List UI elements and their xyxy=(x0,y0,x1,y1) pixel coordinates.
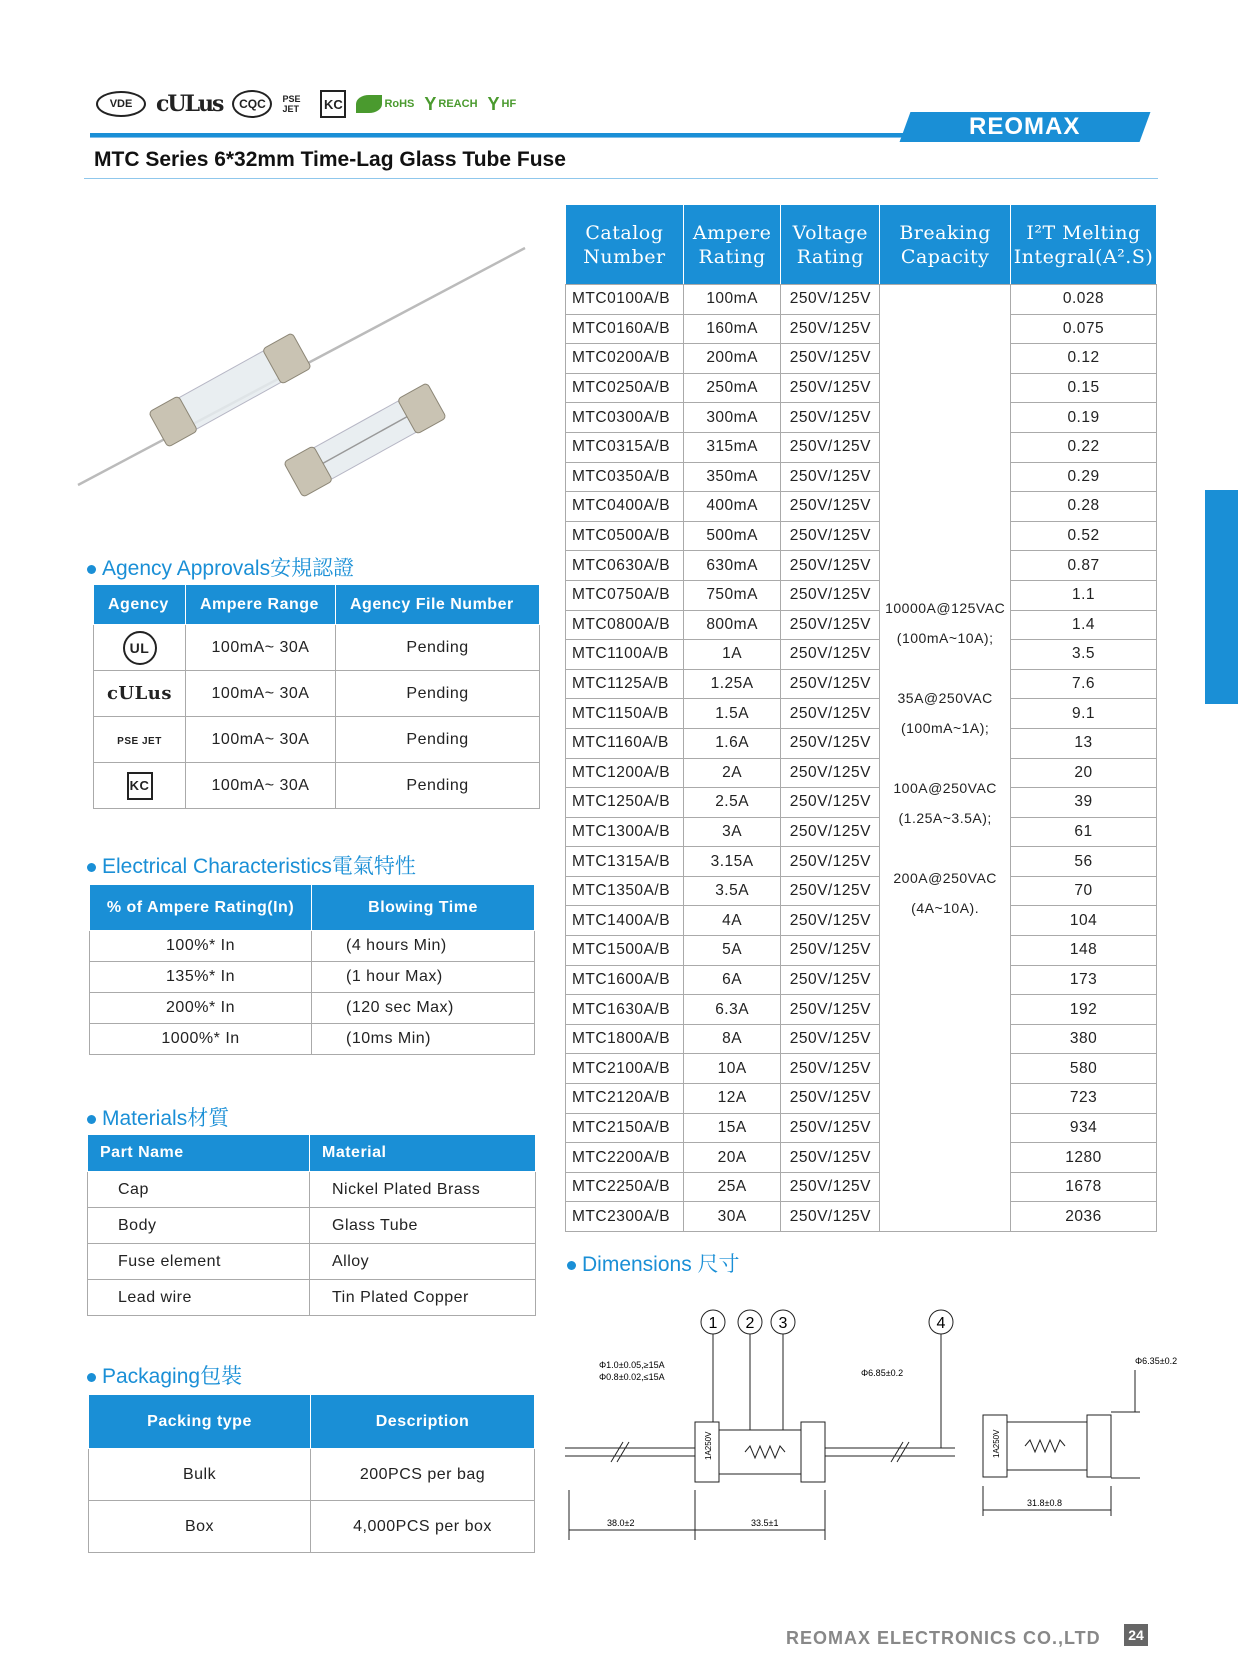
ampere-rating: 800mA xyxy=(683,610,781,640)
table-row xyxy=(88,1172,536,1208)
ampere-rating: 6.3A xyxy=(683,995,781,1025)
part-name: Fuse element xyxy=(88,1244,310,1280)
breaking-capacity-line: 100A@250VAC xyxy=(893,780,997,796)
table-row xyxy=(90,1024,535,1055)
table-row xyxy=(566,314,1157,344)
ampere-rating: 2.5A xyxy=(683,788,781,818)
packaging-header-description: Description xyxy=(311,1395,535,1449)
voltage-rating: 250V/125V xyxy=(781,373,880,403)
packing-type: Box xyxy=(89,1501,311,1553)
certification-logos xyxy=(96,84,516,124)
table-row xyxy=(566,403,1157,433)
table-row xyxy=(566,965,1157,995)
table-row xyxy=(88,1208,536,1244)
voltage-rating: 250V/125V xyxy=(781,492,880,522)
catalog-number: MTC0630A/B xyxy=(566,551,684,581)
material: Tin Plated Copper xyxy=(310,1280,536,1316)
melting-integral: 0.19 xyxy=(1011,403,1157,433)
melting-integral: 192 xyxy=(1011,995,1157,1025)
table-row xyxy=(566,521,1157,551)
table-row xyxy=(566,580,1157,610)
table-row xyxy=(566,699,1157,729)
voltage-rating: 250V/125V xyxy=(781,1084,880,1114)
agency-file: Pending xyxy=(336,763,540,809)
melting-integral: 1280 xyxy=(1011,1143,1157,1173)
table-row xyxy=(566,995,1157,1025)
catalog-number: MTC1150A/B xyxy=(566,699,684,729)
voltage-rating: 250V/125V xyxy=(781,432,880,462)
catalog-number: MTC2300A/B xyxy=(566,1202,684,1232)
melting-integral: 148 xyxy=(1011,936,1157,966)
voltage-rating: 250V/125V xyxy=(781,788,880,818)
ampere-rating: 350mA xyxy=(683,462,781,492)
agency-file: Pending xyxy=(336,625,540,671)
fuse-marking: 1A250V xyxy=(704,1431,713,1460)
table-row xyxy=(566,373,1157,403)
agency-file: Pending xyxy=(336,717,540,763)
table-row xyxy=(89,1501,535,1553)
table-row xyxy=(566,1024,1157,1054)
melting-integral: 0.075 xyxy=(1011,314,1157,344)
voltage-rating: 250V/125V xyxy=(781,1113,880,1143)
ampere-rating: 300mA xyxy=(683,403,781,433)
ampere-rating: 15A xyxy=(683,1113,781,1143)
cartridge-right-cap xyxy=(1087,1415,1111,1477)
catalog-number: MTC1100A/B xyxy=(566,640,684,670)
voltage-rating: 250V/125V xyxy=(781,640,880,670)
electrical-header-rating: % of Ampere Rating(In) xyxy=(90,885,312,931)
catalog-number: MTC1300A/B xyxy=(566,817,684,847)
packing-description: 4,000PCS per box xyxy=(311,1501,535,1553)
breaking-capacity xyxy=(880,285,1011,1232)
table-row xyxy=(566,462,1157,492)
melting-integral: 0.22 xyxy=(1011,432,1157,462)
catalog-number: MTC0800A/B xyxy=(566,610,684,640)
catalog-number: MTC1160A/B xyxy=(566,728,684,758)
breaking-capacity-line: 35A@250VAC xyxy=(897,690,993,706)
breaking-capacity-line xyxy=(880,833,1010,863)
ampere-percent: 1000%* In xyxy=(90,1024,312,1055)
melting-integral: 13 xyxy=(1011,728,1157,758)
catalog-number: MTC1315A/B xyxy=(566,847,684,877)
ampere-rating: 3.15A xyxy=(683,847,781,877)
table-row xyxy=(566,1054,1157,1084)
agency-range: 100mA~ 30A xyxy=(186,717,336,763)
callout-4 xyxy=(929,1310,953,1448)
melting-integral: 934 xyxy=(1011,1113,1157,1143)
voltage-rating: 250V/125V xyxy=(781,1172,880,1202)
melting-integral: 70 xyxy=(1011,876,1157,906)
voltage-rating: 250V/125V xyxy=(781,462,880,492)
ampere-rating: 8A xyxy=(683,1024,781,1054)
table-row xyxy=(94,717,540,763)
agency-file: Pending xyxy=(336,671,540,717)
pse-jet-icon: PSE JET xyxy=(94,717,186,763)
catalog-number: MTC1600A/B xyxy=(566,965,684,995)
reach-icon: Y REACH xyxy=(424,93,478,114)
melting-integral: 0.29 xyxy=(1011,462,1157,492)
catalog-number: MTC0350A/B xyxy=(566,462,684,492)
breaking-capacity-line: (100mA~10A); xyxy=(896,630,994,646)
fuse-length-label: 31.8±0.8 xyxy=(1027,1498,1062,1508)
catalog-number: MTC0160A/B xyxy=(566,314,684,344)
table-row xyxy=(566,344,1157,374)
table-row xyxy=(566,1172,1157,1202)
col-catalog-number: Catalog Number xyxy=(566,205,684,285)
voltage-rating: 250V/125V xyxy=(781,344,880,374)
material: Alloy xyxy=(310,1244,536,1280)
table-row xyxy=(566,788,1157,818)
col-ampere-rating: Ampere Rating xyxy=(683,205,781,285)
cartridge-fuse xyxy=(284,383,447,497)
kc-icon: KC xyxy=(94,763,186,809)
breaking-capacity-line xyxy=(880,743,1010,773)
packing-type: Bulk xyxy=(89,1449,311,1501)
voltage-rating: 250V/125V xyxy=(781,610,880,640)
table-row xyxy=(94,671,540,717)
fuse-product-image xyxy=(70,240,530,500)
table-row xyxy=(566,610,1157,640)
breaking-capacity-line: (1.25A~3.5A); xyxy=(898,810,992,826)
voltage-rating: 250V/125V xyxy=(781,669,880,699)
melting-integral: 0.15 xyxy=(1011,373,1157,403)
table-row xyxy=(566,1113,1157,1143)
cap-diameter-label: Φ6.35±0.2 xyxy=(1135,1356,1178,1366)
ampere-percent: 200%* In xyxy=(90,993,312,1024)
blowing-time: (10ms Min) xyxy=(312,1024,535,1055)
electrical-header-time: Blowing Time xyxy=(312,885,535,931)
ampere-rating: 400mA xyxy=(683,492,781,522)
melting-integral: 104 xyxy=(1011,906,1157,936)
material: Nickel Plated Brass xyxy=(310,1172,536,1208)
table-row xyxy=(566,640,1157,670)
catalog-number: MTC1500A/B xyxy=(566,936,684,966)
col-voltage-rating: Voltage Rating xyxy=(781,205,880,285)
melting-integral: 0.28 xyxy=(1011,492,1157,522)
table-row xyxy=(88,1244,536,1280)
voltage-rating: 250V/125V xyxy=(781,1054,880,1084)
callout-3 xyxy=(771,1310,795,1440)
catalog-number: MTC2100A/B xyxy=(566,1054,684,1084)
lead-length-label: 38.0±2 xyxy=(607,1518,635,1528)
breaking-capacity-line xyxy=(880,653,1010,683)
agency-range: 100mA~ 30A xyxy=(186,671,336,717)
table-row xyxy=(566,847,1157,877)
ul-icon: UL xyxy=(94,625,186,671)
ampere-rating: 4A xyxy=(683,906,781,936)
dimensions-drawing xyxy=(565,1300,1205,1560)
svg-text:4: 4 xyxy=(936,1315,946,1332)
agency-range: 100mA~ 30A xyxy=(186,763,336,809)
right-cap xyxy=(801,1422,825,1482)
ampere-rating: 100mA xyxy=(683,285,781,315)
catalog-number: MTC1350A/B xyxy=(566,876,684,906)
catalog-number: MTC1630A/B xyxy=(566,995,684,1025)
title-rule xyxy=(84,178,1158,179)
pse-jet-icon: PSE JET xyxy=(282,94,301,114)
catalog-number: MTC0500A/B xyxy=(566,521,684,551)
lead-diameter-label-2: Φ0.8±0.02,≤15A xyxy=(599,1372,665,1382)
table-row xyxy=(566,817,1157,847)
voltage-rating: 250V/125V xyxy=(781,847,880,877)
header-rule-thin xyxy=(90,137,910,138)
materials-header-material: Material xyxy=(310,1135,536,1172)
catalog-table-body xyxy=(566,285,1157,1232)
voltage-rating: 250V/125V xyxy=(781,1024,880,1054)
table-row xyxy=(566,669,1157,699)
table-row xyxy=(566,285,1157,315)
voltage-rating: 250V/125V xyxy=(781,699,880,729)
catalog-number: MTC2120A/B xyxy=(566,1084,684,1114)
body-length-label: 33.5±1 xyxy=(751,1518,779,1528)
melting-integral: 1.4 xyxy=(1011,610,1157,640)
catalog-number: MTC1400A/B xyxy=(566,906,684,936)
table-row xyxy=(566,906,1157,936)
agency-table xyxy=(93,584,540,809)
part-name: Cap xyxy=(88,1172,310,1208)
ampere-rating: 12A xyxy=(683,1084,781,1114)
ampere-rating: 30A xyxy=(683,1202,781,1232)
materials-table xyxy=(87,1134,536,1316)
voltage-rating: 250V/125V xyxy=(781,314,880,344)
ampere-percent: 100%* In xyxy=(90,931,312,962)
agency-range: 100mA~ 30A xyxy=(186,625,336,671)
table-row xyxy=(94,763,540,809)
voltage-rating: 250V/125V xyxy=(781,906,880,936)
voltage-rating: 250V/125V xyxy=(781,758,880,788)
table-row xyxy=(90,962,535,993)
voltage-rating: 250V/125V xyxy=(781,995,880,1025)
table-row xyxy=(566,1202,1157,1232)
material: Glass Tube xyxy=(310,1208,536,1244)
reomax-logo: REOMAX xyxy=(900,112,1151,142)
catalog-number: MTC2150A/B xyxy=(566,1113,684,1143)
leaded-fuse xyxy=(149,333,312,447)
table-row xyxy=(89,1449,535,1501)
materials-section-title: Materials材質 xyxy=(87,1102,229,1132)
agency-section-title: Agency Approvals安規認證 xyxy=(87,552,354,582)
blowing-time: (1 hour Max) xyxy=(312,962,535,993)
table-row xyxy=(94,625,540,671)
ampere-rating: 1.5A xyxy=(683,699,781,729)
table-row xyxy=(566,728,1157,758)
page-number: 24 xyxy=(1124,1624,1148,1646)
table-row xyxy=(566,1143,1157,1173)
table-row xyxy=(566,758,1157,788)
ampere-rating: 6A xyxy=(683,965,781,995)
ampere-rating: 25A xyxy=(683,1172,781,1202)
table-row xyxy=(566,936,1157,966)
catalog-number: MTC2250A/B xyxy=(566,1172,684,1202)
side-tab xyxy=(1205,490,1238,704)
packaging-table xyxy=(88,1394,535,1553)
table-row xyxy=(90,993,535,1024)
melting-integral: 0.028 xyxy=(1011,285,1157,315)
melting-integral: 3.5 xyxy=(1011,640,1157,670)
voltage-rating: 250V/125V xyxy=(781,876,880,906)
catalog-number: MTC1125A/B xyxy=(566,669,684,699)
ampere-rating: 3.5A xyxy=(683,876,781,906)
svg-text:1: 1 xyxy=(708,1315,718,1332)
voltage-rating: 250V/125V xyxy=(781,1143,880,1173)
svg-text:2: 2 xyxy=(745,1315,755,1332)
melting-integral: 9.1 xyxy=(1011,699,1157,729)
ampere-rating: 315mA xyxy=(683,432,781,462)
ampere-rating: 10A xyxy=(683,1054,781,1084)
table-row xyxy=(566,1084,1157,1114)
lead-diameter-label-1: Φ1.0±0.05,≥15A xyxy=(599,1360,665,1370)
part-name: Body xyxy=(88,1208,310,1244)
hf-icon: Y HF xyxy=(487,93,517,114)
callout-1 xyxy=(701,1310,725,1422)
blowing-time: (4 hours Min) xyxy=(312,931,535,962)
catalog-number: MTC0300A/B xyxy=(566,403,684,433)
ampere-rating: 1A xyxy=(683,640,781,670)
ampere-rating: 20A xyxy=(683,1143,781,1173)
blowing-time: (120 sec Max) xyxy=(312,993,535,1024)
dimensions-section-title: Dimensions 尺寸 xyxy=(567,1248,740,1278)
packaging-section-title: Packaging包裝 xyxy=(87,1360,242,1390)
packaging-header-type: Packing type xyxy=(89,1395,311,1449)
melting-integral: 1678 xyxy=(1011,1172,1157,1202)
melting-integral: 580 xyxy=(1011,1054,1157,1084)
melting-integral: 380 xyxy=(1011,1024,1157,1054)
rohs-icon: RoHS xyxy=(356,95,414,113)
ampere-rating: 630mA xyxy=(683,551,781,581)
ampere-percent: 135%* In xyxy=(90,962,312,993)
col-melting-integral: I²T Melting Integral(A².S) xyxy=(1011,205,1157,285)
ampere-rating: 2A xyxy=(683,758,781,788)
melting-integral: 39 xyxy=(1011,788,1157,818)
cqc-icon: CQC xyxy=(232,90,272,118)
glass-body xyxy=(719,1430,801,1474)
voltage-rating: 250V/125V xyxy=(781,521,880,551)
catalog-number: MTC0200A/B xyxy=(566,344,684,374)
packing-description: 200PCS per bag xyxy=(311,1449,535,1501)
melting-integral: 173 xyxy=(1011,965,1157,995)
melting-integral: 61 xyxy=(1011,817,1157,847)
ampere-rating: 5A xyxy=(683,936,781,966)
company-name: REOMAX ELECTRONICS CO.,LTD xyxy=(786,1628,1101,1648)
table-row xyxy=(90,931,535,962)
catalog-number: MTC2200A/B xyxy=(566,1143,684,1173)
catalog-number: MTC0250A/B xyxy=(566,373,684,403)
melting-integral: 723 xyxy=(1011,1084,1157,1114)
voltage-rating: 250V/125V xyxy=(781,403,880,433)
breaking-capacity-line: 10000A@125VAC xyxy=(885,600,1006,616)
voltage-rating: 250V/125V xyxy=(781,285,880,315)
table-row xyxy=(566,551,1157,581)
ampere-rating: 160mA xyxy=(683,314,781,344)
table-row xyxy=(566,492,1157,522)
electrical-section-title: Electrical Characteristics電氣特性 xyxy=(87,850,416,880)
ampere-rating: 1.25A xyxy=(683,669,781,699)
voltage-rating: 250V/125V xyxy=(781,1202,880,1232)
melting-integral: 0.12 xyxy=(1011,344,1157,374)
catalog-number: MTC0100A/B xyxy=(566,285,684,315)
melting-integral: 0.52 xyxy=(1011,521,1157,551)
electrical-table xyxy=(89,884,535,1055)
cul-us-icon: cULus xyxy=(156,91,223,117)
svg-text:3: 3 xyxy=(778,1315,788,1332)
ampere-rating: 1.6A xyxy=(683,728,781,758)
ampere-rating: 3A xyxy=(683,817,781,847)
voltage-rating: 250V/125V xyxy=(781,965,880,995)
melting-integral: 0.87 xyxy=(1011,551,1157,581)
melting-integral: 1.1 xyxy=(1011,580,1157,610)
vde-icon: VDE xyxy=(96,91,146,117)
col-breaking-capacity: Breaking Capacity xyxy=(880,205,1011,285)
melting-integral: 7.6 xyxy=(1011,669,1157,699)
catalog-number: MTC0750A/B xyxy=(566,580,684,610)
ampere-rating: 250mA xyxy=(683,373,781,403)
catalog-number: MTC0400A/B xyxy=(566,492,684,522)
ampere-rating: 500mA xyxy=(683,521,781,551)
cartridge-marking: 1A250V xyxy=(992,1429,1001,1458)
catalog-number: MTC1800A/B xyxy=(566,1024,684,1054)
part-name: Lead wire xyxy=(88,1280,310,1316)
page-title: MTC Series 6*32mm Time-Lag Glass Tube Fuse xyxy=(94,148,566,171)
melting-integral: 20 xyxy=(1011,758,1157,788)
catalog-number: MTC1200A/B xyxy=(566,758,684,788)
voltage-rating: 250V/125V xyxy=(781,580,880,610)
agency-header-range: Ampere Range xyxy=(186,585,336,625)
breaking-capacity-line: 200A@250VAC xyxy=(893,870,997,886)
catalog-table xyxy=(565,204,1157,1232)
table-row xyxy=(566,876,1157,906)
cap-diameter-leaded-label: Φ6.85±0.2 xyxy=(861,1368,904,1378)
melting-integral: 56 xyxy=(1011,847,1157,877)
catalog-number: MTC0315A/B xyxy=(566,432,684,462)
melting-integral: 2036 xyxy=(1011,1202,1157,1232)
materials-header-part: Part Name xyxy=(88,1135,310,1172)
breaking-capacity-line: (100mA~1A); xyxy=(900,720,990,736)
agency-header-agency: Agency xyxy=(94,585,186,625)
voltage-rating: 250V/125V xyxy=(781,936,880,966)
catalog-number: MTC1250A/B xyxy=(566,788,684,818)
table-row xyxy=(88,1280,536,1316)
table-row xyxy=(566,432,1157,462)
callout-2 xyxy=(738,1310,762,1430)
agency-header-file: Agency File Number xyxy=(336,585,540,625)
voltage-rating: 250V/125V xyxy=(781,817,880,847)
ampere-rating: 200mA xyxy=(683,344,781,374)
cul-us-icon: cULus xyxy=(94,671,186,717)
voltage-rating: 250V/125V xyxy=(781,551,880,581)
breaking-capacity-line: (4A~10A). xyxy=(911,900,980,916)
ampere-rating: 750mA xyxy=(683,580,781,610)
voltage-rating: 250V/125V xyxy=(781,728,880,758)
kc-icon: KC xyxy=(320,90,346,118)
